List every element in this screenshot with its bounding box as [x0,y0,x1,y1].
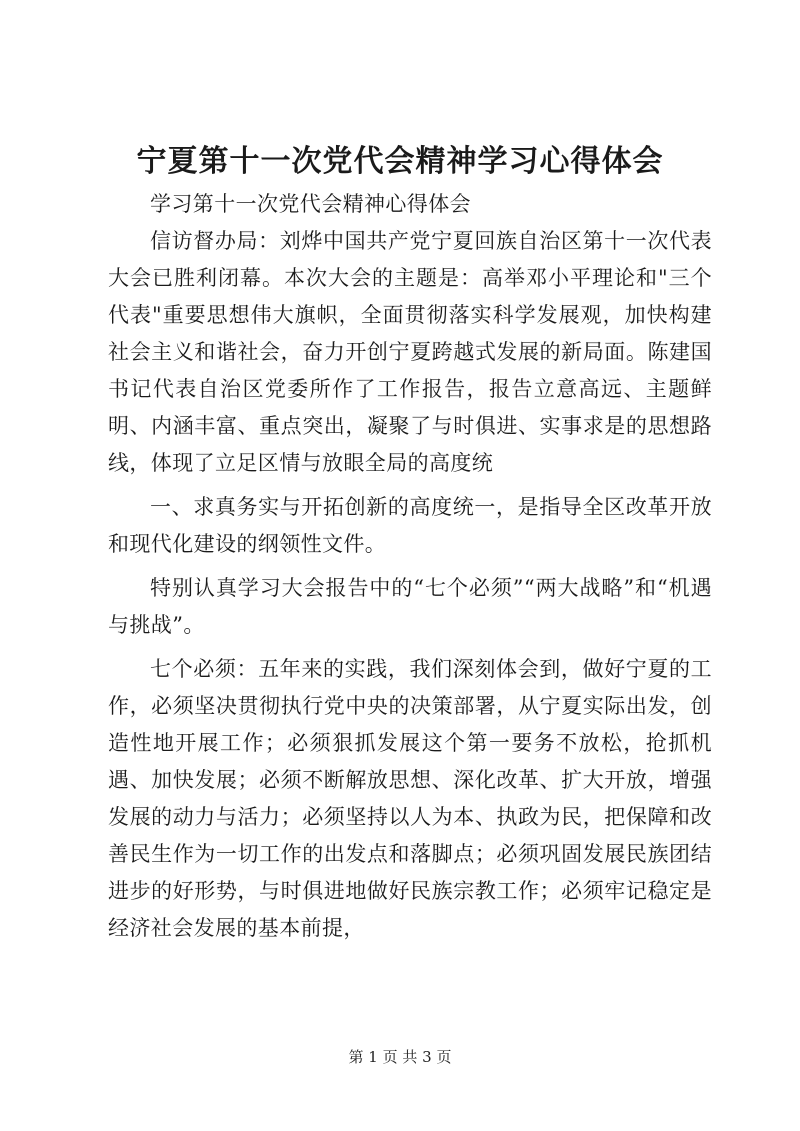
unity-paragraph: 一、求真务实与开拓创新的高度统一，是指导全区改革开放和现代化建设的纲领性文件。 [108,495,712,556]
document-body [108,186,712,947]
subtitle-paragraph: 学习第十一次党代会精神心得体会 [150,192,471,216]
intro-paragraph: 信访督办局：刘烨中国共产党宁夏回族自治区第十一次代表大会已胜利闭幕。本次大会的主题是：高举邓小平理论和"三个代表"重要思想伟大旗帜，全面贯彻落实科学发展观，加快构建社会主义和谐社会，奋力开创宁夏跨越式发展的新局面。陈建国书记代表自治区党委所作了工作报告，报告立意高远、主题鲜明、内涵丰富、重点突出，凝聚了与时俱进、实事求是的思想路线，体现了立足区情与放眼全局的高度统 [108,229,712,475]
document-title: 宁夏第十一次党代会精神学习心得体会 [136,144,664,179]
study-paragraph: 特别认真学习大会报告中的“七个必须”“两大战略”和“机遇与挑战”。 [108,576,712,637]
page-number-footer: 第 1 页 共 3 页 [348,1048,452,1066]
seven-musts-paragraph: 七个必须：五年来的实践，我们深刻体会到，做好宁夏的工作，必须坚决贯彻执行党中央的决策部署，从宁夏实际出发，创造性地开展工作；必须狠抓发展这个第一要务不放松，抢抓机遇、加快发展；必须不断解放思想、深化改革、扩大开放，增强发展的动力与活力；必须坚持以人为本、执政为民，把保障和改善民生作为一切工作的出发点和落脚点；必须巩固发展民族团结进步的好形势，与时俱进地做好民族宗教工作；必须牢记稳定是经济社会发展的基本前提， [108,657,712,940]
